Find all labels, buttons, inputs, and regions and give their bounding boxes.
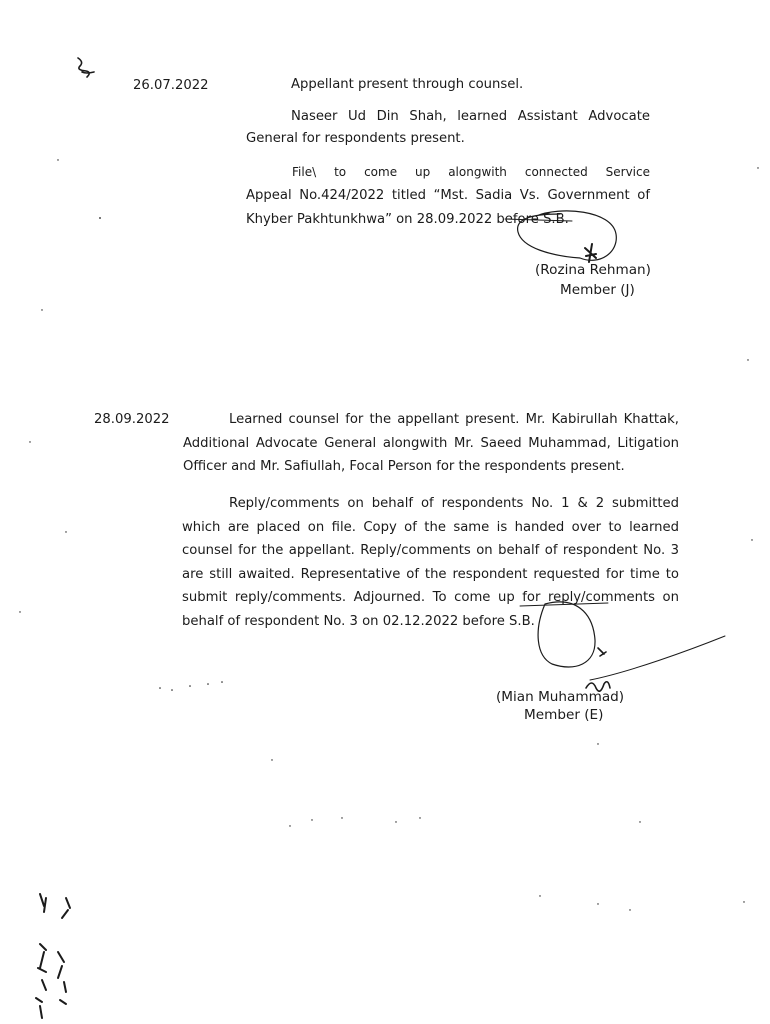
signature-scribble-2 — [586, 648, 610, 691]
entry2-signatory-name: (Mian Muhammad) — [496, 689, 625, 705]
entry2-para2-line-6: behalf of respondent No. 3 on 02.12.2022 before S.B. — [182, 613, 535, 629]
entry1-line1: Appellant present through counsel. — [291, 77, 524, 92]
scan-specks — [19, 159, 758, 910]
entry1-date: 26.07.2022 — [133, 78, 209, 93]
entry2-date: 28.09.2022 — [94, 412, 170, 427]
signature-tail-2 — [590, 636, 725, 680]
entry1-signatory-title: Member (J) — [560, 282, 635, 298]
entry1-para2-line-2: General for respondents present. — [246, 131, 465, 146]
entry2-para2-line-2: which are placed on file. Copy of the same is handed over to learned — [182, 519, 679, 535]
corner-scribble-mark — [78, 58, 94, 77]
entry2-para1-line-1: Learned counsel for the appellant present. Mr. Kabirullah Khattak, — [229, 412, 679, 427]
signature-strike-1 — [505, 219, 572, 221]
entry2-para1-line-3: Officer and Mr. Safiullah, Focal Person for the respondents present. — [183, 459, 625, 474]
entry2-para2-line-5: submit reply/comments. Adjourned. To come up for reply/comments on — [182, 590, 679, 605]
binding-edge-marks — [36, 894, 70, 1018]
signature-loop-2 — [538, 602, 595, 667]
entry2-para2-line-1: Reply/comments on behalf of respondents No. 1 & 2 submitted — [229, 496, 679, 511]
entry2-para1-line-2: Additional Advocate General alongwith Mr. Saeed Muhammad, Litigation — [183, 435, 679, 451]
signature-mark-1 — [585, 244, 596, 262]
entry1-para3-line-1: File\ to come up alongwith connected Service — [292, 165, 650, 179]
entry1-para3-line-3: Khyber Pakhtunkhwa” on 28.09.2022 before S.B. — [246, 212, 569, 227]
entry2-signatory-title: Member (E) — [524, 707, 604, 723]
entry2-para2-line-4: are still awaited. Representative of the respondent requested for time to — [182, 566, 679, 582]
entry1-para2-line-1: Naseer Ud Din Shah, learned Assistant Advocate — [291, 109, 650, 124]
signature-loop-1 — [518, 211, 617, 260]
entry1-para3-line-2: Appeal No.424/2022 titled “Mst. Sadia Vs. Government of — [246, 188, 650, 203]
entry1-signatory-name: (Rozina Rehman) — [535, 262, 651, 278]
entry2-para2-line-3: counsel for the appellant. Reply/comments on behalf of respondent No. 3 — [182, 543, 679, 558]
signature-underline-2 — [520, 603, 608, 606]
